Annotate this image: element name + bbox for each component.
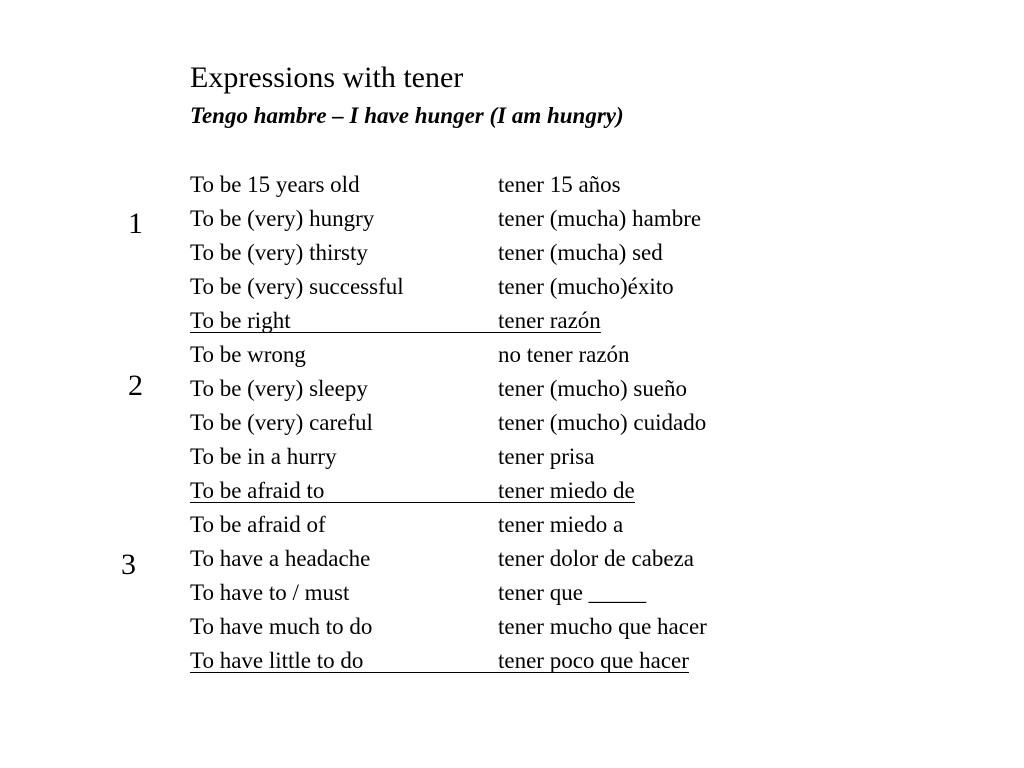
row-underline — [190, 502, 635, 503]
spanish-phrase: no tener razón — [498, 342, 630, 367]
expression-row — [190, 236, 790, 270]
expression-row — [190, 440, 790, 474]
group-marker-2: 2 — [128, 369, 143, 402]
expression-row — [190, 270, 790, 304]
expression-row — [190, 372, 790, 406]
spanish-phrase: tener que _____ — [498, 580, 647, 605]
spanish-phrase: tener (mucho)éxito — [498, 274, 674, 299]
spanish-phrase: tener miedo a — [498, 512, 624, 537]
spanish-phrase: tener dolor de cabeza — [498, 546, 695, 571]
row-underline — [190, 672, 689, 673]
expression-row — [190, 304, 790, 338]
spanish-phrase: tener mucho que hacer — [498, 614, 707, 639]
spanish-phrase: tener (mucho) sueño — [498, 376, 688, 401]
spanish-phrase: tener razón — [498, 308, 601, 333]
page-subtitle: Tengo hambre – I have hunger (I am hungry) — [190, 103, 624, 128]
expression-row — [190, 542, 790, 576]
expression-row — [190, 202, 790, 236]
expression-row — [190, 406, 790, 440]
english-phrase: To be in a hurry — [190, 444, 337, 469]
group-marker-1: 1 — [128, 207, 143, 240]
expression-row — [190, 508, 790, 542]
expression-list — [190, 168, 790, 678]
page-title: Expressions with tener — [190, 61, 464, 94]
spanish-phrase: tener prisa — [498, 444, 595, 469]
expression-row — [190, 576, 790, 610]
expression-row — [190, 644, 790, 678]
english-phrase: To be right — [190, 308, 291, 333]
english-phrase: To be wrong — [190, 342, 306, 367]
expression-row — [190, 168, 790, 202]
english-phrase: To have much to do — [190, 614, 373, 639]
spanish-phrase: tener (mucha) hambre — [498, 206, 702, 231]
spanish-phrase: tener (mucho) cuidado — [498, 410, 707, 435]
spanish-phrase: tener miedo de — [498, 478, 635, 503]
english-phrase: To have little to do — [190, 648, 364, 673]
spanish-phrase: tener poco que hacer — [498, 648, 689, 673]
group-marker-3: 3 — [121, 548, 136, 581]
spanish-phrase: tener 15 años — [498, 172, 621, 197]
english-phrase: To be (very) sleepy — [190, 376, 368, 401]
row-underline — [190, 332, 601, 333]
spanish-phrase: tener (mucha) sed — [498, 240, 663, 265]
english-phrase: To be (very) thirsty — [190, 240, 368, 265]
english-phrase: To be (very) hungry — [190, 206, 375, 231]
english-phrase: To have a headache — [190, 546, 371, 571]
expression-row — [190, 474, 790, 508]
expression-row — [190, 338, 790, 372]
english-phrase: To have to / must — [190, 580, 350, 605]
english-phrase: To be (very) careful — [190, 410, 373, 435]
expression-row — [190, 610, 790, 644]
english-phrase: To be afraid to — [190, 478, 325, 503]
english-phrase: To be (very) successful — [190, 274, 404, 299]
english-phrase: To be afraid of — [190, 512, 326, 537]
english-phrase: To be 15 years old — [190, 172, 360, 197]
